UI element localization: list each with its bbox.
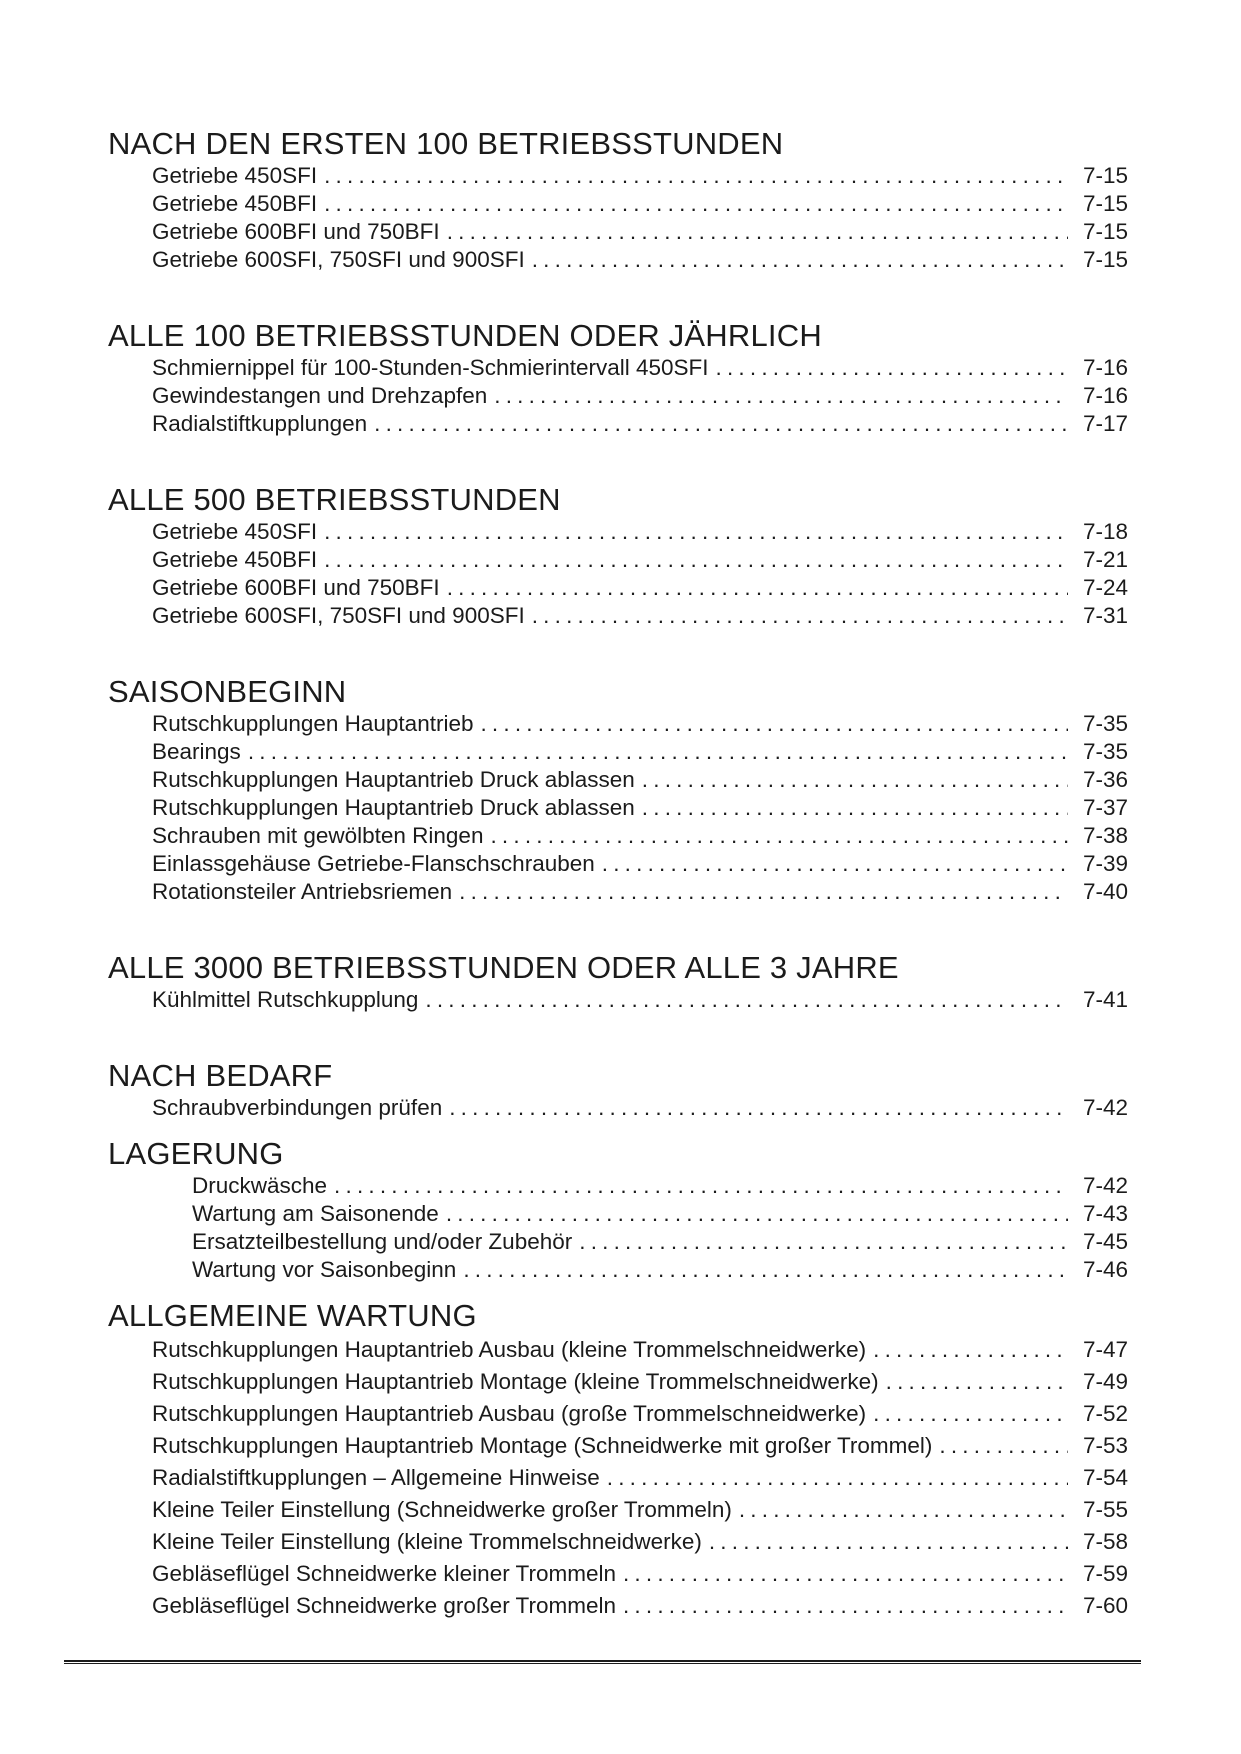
entry-page-number: 7-47 [1082,1337,1128,1362]
entry-page-number: 7-24 [1082,575,1128,600]
toc-section [108,1058,1128,1122]
entry-label: Rutschkupplungen Hauptantrieb Montage (kleine Trommelschneidwerke) [152,1369,879,1394]
entry-page-number: 7-41 [1082,987,1128,1012]
entry-label: Getriebe 450SFI [152,519,318,544]
entry-page-number: 7-45 [1082,1229,1128,1254]
toc-section [108,1298,1128,1622]
entry-label: Getriebe 450BFI [152,547,318,572]
toc-entry [108,1172,1128,1200]
entry-label: Getriebe 600SFI, 750SFI und 900SFI [152,603,525,628]
toc-section [108,674,1128,906]
dot-leader [490,822,1068,850]
entry-label: Wartung vor Saisonbeginn [192,1257,457,1282]
toc-entry [108,602,1128,630]
entry-page-number: 7-35 [1082,739,1128,764]
toc-entry [108,822,1128,850]
entry-label: Rutschkupplungen Hauptantrieb [152,711,474,736]
dot-leader [739,1494,1068,1526]
toc-section [108,1136,1128,1284]
entry-label: Einlassgehäuse Getriebe-Flanschschrauben [152,851,595,876]
dot-leader [709,1526,1068,1558]
entry-page-number: 7-42 [1082,1095,1128,1120]
entry-label: Rutschkupplungen Hauptantrieb Ausbau (kleine Trommelschneidwerke) [152,1337,867,1362]
entry-page-number: 7-38 [1082,823,1128,848]
entry-label: Gewindestangen und Drehzapfen [152,383,488,408]
dot-leader [425,986,1068,1014]
entry-label: Gebläseflügel Schneidwerke kleiner Trommeln [152,1561,616,1586]
entry-page-number: 7-52 [1082,1401,1128,1426]
entry-label: Rotationsteiler Antriebsriemen [152,879,453,904]
section-heading: ALLGEMEINE WARTUNG [108,1298,477,1333]
entry-page-number: 7-59 [1082,1561,1128,1586]
section-heading: NACH DEN ERSTEN 100 BETRIEBSSTUNDEN [108,126,784,161]
entry-label: Rutschkupplungen Hauptantrieb Montage (Schneidwerke mit großer Trommel) [152,1433,933,1458]
dot-leader [324,518,1068,546]
entry-label: Rutschkupplungen Hauptantrieb Ausbau (große Trommelschneidwerke) [152,1401,867,1426]
entry-label: Radialstiftkupplungen – Allgemeine Hinweise [152,1465,600,1490]
dot-leader [873,1398,1068,1430]
entry-label: Gebläseflügel Schneidwerke großer Trommeln [152,1593,616,1618]
entry-page-number: 7-16 [1082,383,1128,408]
dot-leader [248,738,1068,766]
toc-entry [108,410,1128,438]
dot-leader [447,218,1068,246]
entry-page-number: 7-55 [1082,1497,1128,1522]
entry-page-number: 7-21 [1082,547,1128,572]
dot-leader [623,1558,1068,1590]
dot-leader [447,574,1068,602]
dot-leader [446,1200,1068,1228]
toc-entry [108,382,1128,410]
entry-label: Schmiernippel für 100-Stunden-Schmierintervall 450SFI [152,355,709,380]
toc-entry [108,190,1128,218]
toc-entry [108,1094,1128,1122]
entry-page-number: 7-31 [1082,603,1128,628]
dot-leader [886,1366,1068,1398]
entry-label: Rutschkupplungen Hauptantrieb Druck ablassen [152,795,635,820]
dot-leader [324,546,1068,574]
toc-section [108,126,1128,274]
entry-page-number: 7-18 [1082,519,1128,544]
toc-entry [108,246,1128,274]
toc-section [108,950,1128,1014]
dot-leader [480,710,1068,738]
dot-leader [494,382,1068,410]
entry-page-number: 7-15 [1082,247,1128,272]
toc-entry [108,1200,1128,1228]
entry-page-number: 7-60 [1082,1593,1128,1618]
entry-label: Getriebe 600SFI, 750SFI und 900SFI [152,247,525,272]
toc-entry [108,546,1128,574]
dot-leader [642,766,1068,794]
toc-entry [108,878,1128,906]
dot-leader [449,1094,1068,1122]
entry-label: Getriebe 600BFI und 750BFI [152,219,440,244]
toc-entry [108,1256,1128,1284]
toc-entry [108,738,1128,766]
entry-label: Rutschkupplungen Hauptantrieb Druck ablassen [152,767,635,792]
dot-leader [324,190,1068,218]
dot-leader [939,1430,1068,1462]
toc-sections [108,126,1128,1622]
entry-page-number: 7-42 [1082,1173,1128,1198]
toc-entry [108,574,1128,602]
entry-page-number: 7-46 [1082,1257,1128,1282]
entry-label: Schrauben mit gewölbten Ringen [152,823,484,848]
entry-label: Radialstiftkupplungen [152,411,368,436]
entry-label: Getriebe 600BFI und 750BFI [152,575,440,600]
section-heading: LAGERUNG [108,1136,284,1171]
toc-entry [108,850,1128,878]
entry-page-number: 7-43 [1082,1201,1128,1226]
dot-leader [532,602,1068,630]
toc-entry [108,1228,1128,1256]
entry-page-number: 7-16 [1082,355,1128,380]
toc-entry [108,162,1128,190]
dot-leader [623,1590,1068,1622]
section-heading: ALLE 3000 BETRIEBSSTUNDEN ODER ALLE 3 JAHRE [108,950,899,985]
toc-section [108,318,1128,438]
toc-entry [108,1366,1128,1398]
dot-leader [716,354,1068,382]
entry-page-number: 7-58 [1082,1529,1128,1554]
entry-label: Getriebe 450BFI [152,191,318,216]
entry-label: Kleine Teiler Einstellung (kleine Trommelschneidwerke) [152,1529,702,1554]
entry-page-number: 7-35 [1082,711,1128,736]
dot-leader [642,794,1068,822]
entry-page-number: 7-53 [1082,1433,1128,1458]
dot-leader [579,1228,1068,1256]
entry-page-number: 7-15 [1082,219,1128,244]
dot-leader [463,1256,1068,1284]
entry-page-number: 7-40 [1082,879,1128,904]
dot-leader [532,246,1068,274]
entry-page-number: 7-49 [1082,1369,1128,1394]
toc-entry [108,710,1128,738]
dot-leader [324,162,1068,190]
dot-leader [873,1334,1068,1366]
toc-entry [108,794,1128,822]
entry-page-number: 7-15 [1082,191,1128,216]
toc-entry [108,1590,1128,1622]
section-heading: ALLE 100 BETRIEBSSTUNDEN ODER JÄHRLICH [108,318,822,353]
entry-page-number: 7-17 [1082,411,1128,436]
dot-leader [602,850,1068,878]
entry-page-number: 7-39 [1082,851,1128,876]
toc-entry [108,218,1128,246]
toc-entry [108,1430,1128,1462]
entry-label: Druckwäsche [192,1173,328,1198]
entry-page-number: 7-37 [1082,795,1128,820]
entry-label: Wartung am Saisonende [192,1201,439,1226]
dot-leader [374,410,1068,438]
toc-entry [108,1526,1128,1558]
entry-label: Kleine Teiler Einstellung (Schneidwerke großer Trommeln) [152,1497,732,1522]
toc-entry [108,1398,1128,1430]
toc-entry [108,1462,1128,1494]
entry-page-number: 7-15 [1082,163,1128,188]
entry-label: Kühlmittel Rutschkupplung [152,987,419,1012]
toc-entry [108,518,1128,546]
section-heading: ALLE 500 BETRIEBSSTUNDEN [108,482,561,517]
footer-rule [64,1660,1141,1664]
entry-label: Ersatzteilbestellung und/oder Zubehör [192,1229,573,1254]
entry-label: Getriebe 450SFI [152,163,318,188]
toc-entry [108,1558,1128,1590]
entry-label: Schraubverbindungen prüfen [152,1095,443,1120]
dot-leader [334,1172,1068,1200]
toc-section [108,482,1128,630]
toc-entry [108,766,1128,794]
entry-label: Bearings [152,739,241,764]
toc-entry [108,1334,1128,1366]
toc-entry [108,354,1128,382]
entry-page-number: 7-36 [1082,767,1128,792]
section-heading: SAISONBEGINN [108,674,347,709]
section-heading: NACH BEDARF [108,1058,333,1093]
toc-entry [108,986,1128,1014]
dot-leader [607,1462,1068,1494]
toc-entry [108,1494,1128,1526]
entry-page-number: 7-54 [1082,1465,1128,1490]
dot-leader [459,878,1068,906]
